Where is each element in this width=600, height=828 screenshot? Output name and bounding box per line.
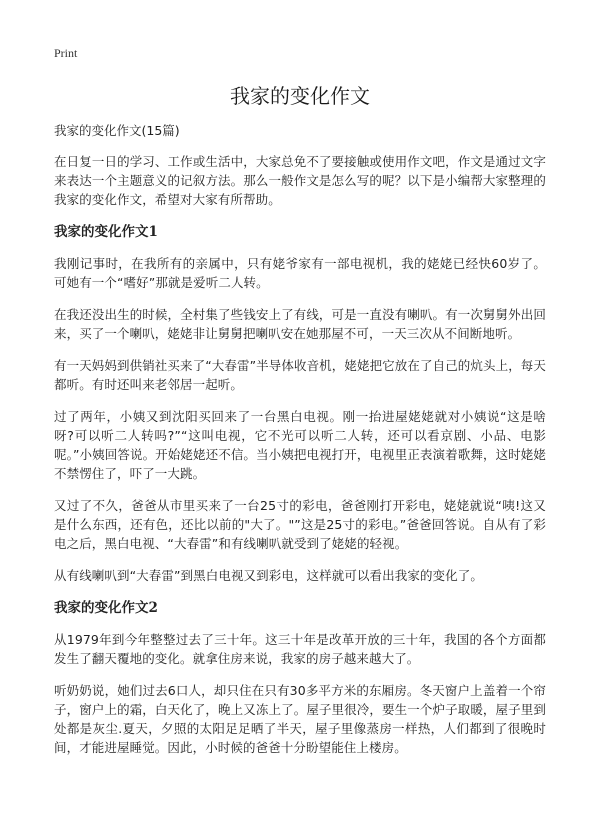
section-1-paragraph: 从有线喇叭到“大春雷”到黑白电视又到彩电，这样就可以看出我家的变化了。 [54, 568, 483, 583]
section-2-paragraph: 听奶奶说，她们过去6口人，却只住在只有30多平方米的东厢房。冬天窗户上盖着一个帘子，窗户上的霜，白天化了，晚上又冻上了。屋子里很冷，要生一个炉子取暖，屋子里到处都是灰尘.夏天，夕照的太阳足足晒了半天，屋子里像蒸房一样热，人们都到了很晚时间，才能进屋睡觉。因此，小时候的爸爸十分盼望能住上楼房。 [54, 683, 546, 755]
section-1-paragraph: 在我还没出生的时候，全村集了些钱安上了有线，可是一直没有喇叭。有一次舅舅外出回来，买了一个喇叭，姥姥非让舅舅把喇叭安在她那屋不可，一天三次从不间断地听。 [54, 307, 546, 341]
document-subtitle: 我家的变化作文(15篇) [54, 123, 180, 138]
intro-paragraph: 在日复一日的学习、工作或生活中，大家总免不了要接触或使用作文吧，作文是通过文字来表达一个主题意义的记叙方法。那么一般作文是怎么写的呢？以下是小编帮大家整理的我家的变化作文，希望对大家有所帮助。 [54, 154, 546, 207]
section-1-paragraph: 过了两年，小姨又到沈阳买回来了一台黑白电视。刚一抬进屋姥姥就对小姨说“这是啥呀?可以听二人转吗?”“这叫电视，它不光可以听二人转，还可以看京剧、小品、电影呢。”小姨回答说。开始姥姥还不信。当小姨把电视打开，电视里正表演着歌舞，这时姥姥不禁愣住了，吓了一大跳。 [54, 409, 546, 481]
section-heading-2: 我家的变化作文2 [54, 600, 158, 616]
section-1-paragraph: 我刚记事时，在我所有的亲属中，只有姥爷家有一部电视机，我的姥姥已经快60岁了。可她有一个“嗜好”那就是爱听二人转。 [54, 256, 546, 290]
print-label: Print [54, 46, 78, 60]
section-1-paragraph: 有一天妈妈到供销社买来了“大春雷”半导体收音机，姥姥把它放在了自己的炕头上，每天都听。有时还叫来老邻居一起听。 [54, 358, 546, 392]
section-1-paragraph: 又过了不久，爸爸从市里买来了一台25寸的彩电，爸爸刚打开彩电，姥姥就说“咦!这又是什么东西，还有色，还比以前的"大了。"”这是25寸的彩电。”爸爸回答说。自从有了彩电之后，黑白电视、“大春雷”和有线喇叭就受到了姥姥的轻视。 [54, 498, 546, 551]
document-body [54, 121, 546, 770]
section-2-paragraph: 从1979年到今年整整过去了三十年。这三十年是改革开放的三十年，我国的各个方面都发生了翻天覆地的变化。就拿住房来说，我家的房子越来越大了。 [54, 632, 546, 666]
section-heading-1: 我家的变化作文1 [54, 224, 158, 240]
page-title: 我家的变化作文 [230, 84, 370, 108]
